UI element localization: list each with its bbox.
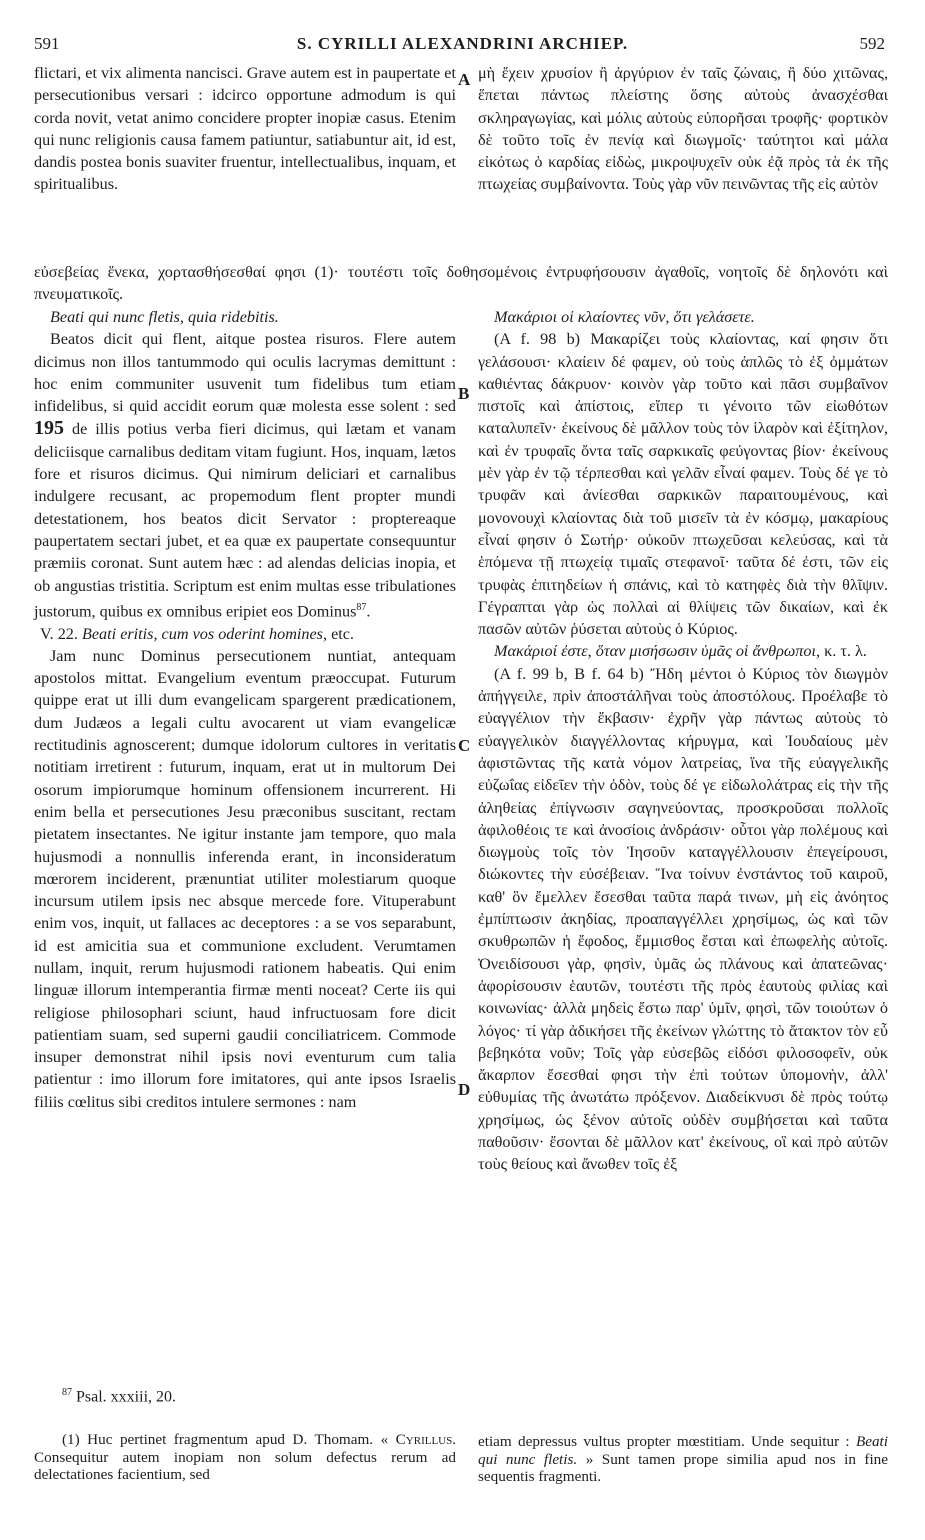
footnote-87 [62,1387,176,1406]
greek-lemma-1: Μακάριοι οἱ κλαίοντες νῦν, ὅτι γελάσετε. [494,308,755,326]
latin-paragraph: flictari, et vix alimenta nancisci. Grave autem est in paupertate et persecutionibus versari : idcirco opportune admodum is qui corda novit, vetat animo concidere propter inopiæ casus. Etenim qui nunc religionis causa famem patiuntur, satiabuntur ait, id est, dandis postea bonis suaviter fruentur, intellectualibus, inquam, et spiritualibus. [34,64,456,194]
left-page-number: 591 [34,34,60,53]
greek-lemma-2-line [478,640,888,662]
latin-column [34,306,456,1113]
greek-lemma-2: Μακάριοί ἐστε, ὅταν μισήσωσιν ὑμᾶς οἱ ἄνθρωποι, [494,642,821,661]
greek-column-top [478,62,888,196]
greek-paragraph-1: (A f. 98 b) Μακαρίζει τοὺς κλαίοντας, καί φησιν ὅτι γελάσουσι· κλαίειν δέ φαμεν, οὐ τοὺς ἁπλῶς τὸ ἐξ ὀμμάτων καθιέντας δάκρυον· κοινὸν γὰρ τοῦτο καὶ πᾶσι συμβαῖνον πιστοῖς καὶ ἀπίστοις, εἴπερ τι γένοιτο τῶν εἰωθότων καταλυπεῖν· ἐκείνους δὲ μᾶλλον τοὺς τὸν ἱλαρὸν καὶ ἐξίτηλον, καὶ ἐν τρυφαῖς ὄντα ταῖς σαρκικαῖς φεύγοντας βίον· ἐκείνους μὲν γὰρ ἐν τῷ τέρπεσθαι καὶ γελᾶν εἶναί φαμεν. Τοὺς δέ γε τὸ τρυφᾶν καὶ ἀνίεσθαι σαρκικῶν παραιτουμένους, καὶ μονονουχὶ κλαίοντας διὰ τοῦ μισεῖν τὰ ἐν κόσμῳ, μακαρίους εἶναί φησιν ὁ Σωτήρ· οὐκοῦν πτωχεῦσαι κελεύσας, καὶ τὰ ἑπόμενα τῇ πτωχείᾳ τιμαῖς στεφανοῖ· ταῦτα δέ ἐστι, τῶν εἰς τρυφὰς ἐπιτηδείων ἡ σπάνις, καὶ τὸ κατηφὲς διὰ τὴν θλῖψιν. Γέγραπται γὰρ ὡς πολλαὶ αἱ θλίψεις τῶν δικαίων, καὶ ἐκ πασῶν αὐτῶν ῥύσεται αὐτοὺς ὁ Κύριος. [478,330,888,639]
latin-text-b: de illis potius verba fieri dicimus, qui lætam et vanam deliciisque carnalibus deditam vitam fugiunt. Hos, inquam, lætos fore et risuros dicimus. Qui nimirum deliciari et carnalibus indulgere recusant, ac propemodum flent propter mundi detestationem, hos beatos dicit Servator : proptereaque paupertatem sectari jubet, et ea quæ ex paupertate consequuntur præmiis coronat. Sunt autem hæc : ad alendas delicias inopia, et ob angustias tristitia. Scriptum est enim multas esse tribulationes justorum, quibus ex omnibus eripiet eos Dominus [34,420,457,621]
latin-lemma-2-etc: etc. [331,624,354,643]
note-left-text-b: Consequitur autem inopiam non solum defectus rerum ad delectationes facientium, sed [34,1448,456,1484]
latin-column-top [34,62,456,196]
greek-paragraph-2: (A f. 99 b, B f. 64 b) Ἤδη μέντοι ὁ Κύριος τὸν διωγμὸν ἀπήγγειλε, πρὶν ἀποστάλῆναι τοὺς ἀποστόλους. Προέλαβε τὸ εὐαγγέλιον τὴν ἔκβασιν· ἐχρῆν γὰρ πάντως αὐτοὺς τὸ εὐαγγελικὸν διαγγέλλοντας κήρυγμα, καὶ Ἰουδαίους μὲν ἀφιστῶντας τῆς κατὰ νόμον λατρείας, ἵνα τῆς εὐαγγελικῆς εὐζωΐας εἰδεῖεν τὴν ὁδὸν, τοὺς δέ γε εἰδωλολάτρας εἰς τὴν τῆς ἀληθείας ἐπίγνωσιν σαγηνεύοντας, προσκροῦσαι πολλοῖς ἀφιλοθέοις τε καὶ ἀνοσίοις ἀνδράσιν· οὗτοι γὰρ πολέμους καὶ διωγμοὺς τοῖς τὸν Ἰησοῦν καταγγέλλουσιν ἐπεγείρουσι, διώκοντες τὴν εὐσέβειαν. Ἵνα τοίνυν ἐνστάντος τοῦ καιροῦ, καθ' ὃν ἔμελλεν ἔσεσθαι ταῦτα παρά τινων, μὴ εἰς ἀνόητος ἐμπίπτωσιν ἀκηδίας, προαπαγγέλλει χρησίμως, ὡς καὶ τῶν σκυθρωπῶν ἡ ἔφοδος, ἔμμισθος ἔσται καὶ ἐπωφελὴς αὐτοῖς. Ὀνειδίσουσι γὰρ, φησὶν, ὑμᾶς ὡς πλάνους καὶ ἀπατεῶνας· ἀφορίσουσιν ἑαυτῶν, τουτέστι τῆς πρὸς ἑαυτοὺς φιλίας καὶ κοινωνίας· ἀλλὰ μηδεὶς ἔστω παρ' ὑμῖν, φησὶ, τῶν τοιούτων ὁ λόγος· τί γὰρ ἀδικήσει τῆς ἐκείνων γλώττης τὸ ἄτακτον τὸν εὖ βεβηκότα νοῦν; Τοῖς γὰρ εὐσεβῶς εἰδόσι φιλοσοφεῖν, οὐκ ἄκαρπον ἔσεσθαί φησι τὴν ἐπὶ τούτων ὑπομονὴν, ἀλλ' εὐθυμίας τῆς ἀνωτάτω πρόξενον. Διαδείκνυσι δὲ πρὸς τούτῳ χρησίμως, ὡς ξένον αὐτοῖς οὐδὲν συμβήσεται καὶ ταῦτα παθοῦσιν· ἔσονται δὲ μᾶλλον κατ' ἐκείνους, οἳ καὶ πρὸ αὐτῶν τοὺς θείους καὶ ἄνωθεν τοῖς ἐξ [478,664,888,1174]
note-left-author: Cyrillus. [395,1431,457,1448]
greek-spanning-text: εὐσεβείας ἕνεκα, χορτασθήσεσθαί φησι (1)· τουτέστι τοῖς δοθησομένοις ἐντρυφήσουσιν ἀγαθοῖς, νοητοῖς δὲ δηλονότι καὶ πνευματικοῖς. [34,263,888,304]
greek-lemma-2-etc: κ. τ. λ. [824,642,867,661]
verse-number: V. 22. [40,624,78,643]
latin-paragraph-2: Jam nunc Dominus persecutionem nuntiat, antequam apostolos mittat. Evangelium eventum præoccupat. Futurum quippe erat ut illi dum evangelicam spargerent prædicationem, dum Judæos a legali cultu avocarent ut viam evangelicæ rectitudinis agnoscerent; dumque idolorum cultores in veritatis notitiam irretirent : futurum, inquam, erat ut in multorum Dei osorum impiorumque hominum offensionem incurrerent. Hi enim bella et persecutiones Jesu præconibus suscitant, rectam pietatem insectantes. Ne igitur instante jam tempore, quo mala hujusmodi a nonnullis inferenda erant, in inconsideratum mœrorem inciderent, prænuntiat utiliter molestiarum quoque incursum utilem ipsis nec absque mercede fore. Vituperabunt enim vos, inquit, ut fallaces ac deceptores : a se vos separabunt, id est amicitia sua et communione excludent. Verumtamen nullam, inquit, rerum hujusmodi rationem habeatis. Qui enim linguæ illorum intemperantia firmæ menti noceat? Certe iis qui religiose philosophari sciunt, haud infructuosam fore dicit patientiam suam, sed superni gaudii conciliatricem. Commode insuper demonstrat nihil ipsis novi eventurum cum talia patientur : imo illorum fore imitatores, qui ante ipsos Israelis filiis cœlitus sibi creditos intulere sermones : nam [34,646,456,1111]
footnote-text: Psal. xxxiii, 20. [76,1388,177,1406]
latin-text-a: Beatos dicit qui flent, aitque postea risuros. Flere autem dicimus non illos tantummodo qui oculis lacrymas demittunt : hoc enim communiter usuvenit tum fidelibus tum etiam infidelibus, si quid accidit eorum quæ molesta esse solent : sed [34,330,456,416]
latin-paragraph-1 [34,328,456,622]
margin-marker-d: D [458,1080,471,1099]
note-left-text-a: (1) Huc pertinet fragmentum apud D. Thomam. [62,1431,374,1448]
note-right-text-a: etiam depressus vultus propter mœstitiam. Unde sequitur : [478,1433,850,1450]
note-left-quote: « [380,1431,389,1448]
greek-paragraph: μὴ ἔχειν χρυσίον ἢ ἀργύριον ἐν ταῖς ζώναις, ἢ δύο χιτῶνας, ἕπεται πάντως πλείστης ὅσης αὐτοὺς ἀνασχέσθαι σκληραγωγίας, καὶ μόλις αὐτοὺς εὐπορῆσαι τροφῆς· φορτικὸν δὲ τοῦτο τοῖς ἐν πενίᾳ καὶ διωγμοῖς· ταύτητοι καὶ μάλα εἰκότως ὁ καρδίας εἰδὼς, μικροψυχεῖν οὐκ ἐᾷ πρὸς τὰ ἐκ τῆς πτωχείας συμβαίνοντα. Τοὺς γὰρ νῦν πεινῶντας τῆς εἰς αὐτὸν [478,64,888,194]
right-page-number: 592 [859,34,885,53]
footnote-ref-87: 87 [356,601,367,613]
running-title: S. CYRILLI ALEXANDRINI ARCHIEP. [296,34,629,53]
footnote-left [34,1431,456,1484]
margin-marker-a: A [458,70,471,89]
margin-marker-c: C [458,736,471,755]
latin-lemma-2: Beati eritis, cum vos oderint homines, [81,624,328,643]
latin-text-end: . [366,602,371,621]
greek-column [478,306,888,1176]
footnote-number: 87 [62,1387,72,1398]
column-number: 195 [34,417,64,440]
latin-lemma-1: Beati qui nunc fletis, quia ridebitis. [50,308,279,326]
footnote-right [478,1433,888,1486]
margin-marker-b: B [458,384,470,403]
note-right-text-b: » Sunt tamen prope similia apud nos in fine sequentis fragmenti. [478,1450,888,1486]
note-right-lemma: Beati qui nunc fletis. [478,1433,888,1468]
latin-lemma-2-line [34,623,456,645]
